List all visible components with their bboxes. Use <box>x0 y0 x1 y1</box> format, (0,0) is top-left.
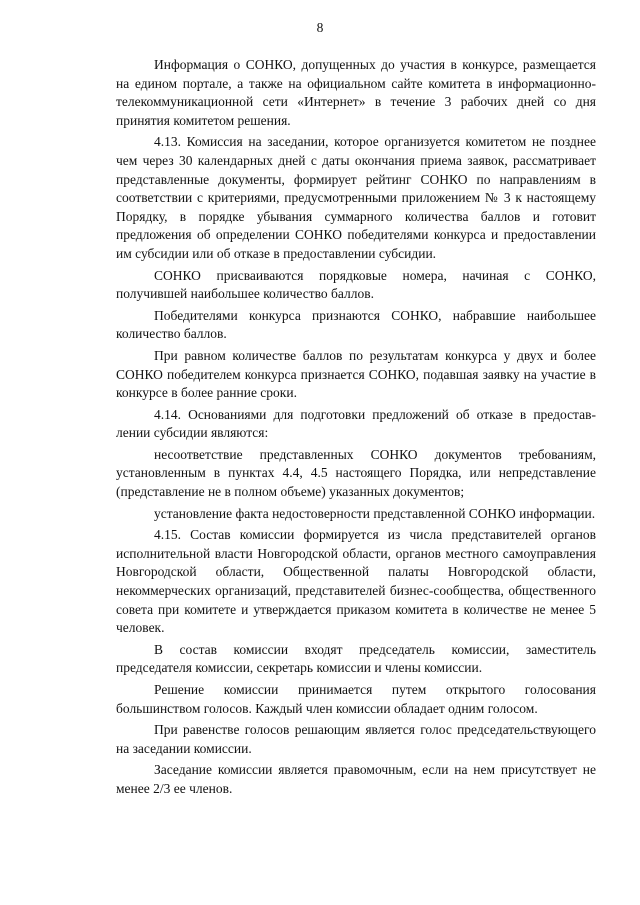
document-body <box>116 56 596 802</box>
paragraph-sequence-numbers: СОНКО присваиваются порядковые номера, начиная с СОНКО, получившей наибольшее количество баллов. <box>116 267 596 302</box>
paragraph-tie-vote: При равенстве голосов решающим является голос председательствующего на заседании комиссии. <box>116 722 596 756</box>
paragraph-winners: Победителями конкурса признаются СОНКО, набравшие наибольшее количество баллов. <box>116 307 596 342</box>
paragraph-info-publication: Информация о СОНКО, допущенных до участия в конкурсе, размещается на едином портале, а также на официальном сайте комитета в информационно-телекоммуникационной сети «Интернет» в течение 3 рабочих дней со дня принятия комитетом решения. <box>116 57 596 128</box>
paragraph-4-15: 4.15. Состав комиссии формируется из числа представителей органов исполнительной власти Новгородской области, органов местного самоуправления Новгородской области, Общественной палаты Новгородской области, некоммерческих организаций, представителей бизнес-сообщества, общественного совета при комитете и утверждается приказом комитета в количестве не менее 5 человек. <box>116 527 596 636</box>
paragraph-noncompliance: несоответствие представленных СОНКО документов требованиям, установленным в пунктах 4.4, 4.5 настоящего Порядка, или непредставление (представление не в полном объеме) указанных документов; <box>116 446 596 500</box>
paragraph-quorum: Заседание комиссии является правомочным, если на нем присутствует не менее 2/3 ее членов. <box>116 762 596 796</box>
paragraph-4-13: 4.13. Комиссия на заседании, которое организуется комитетом не позднее чем через 30 календарных дней с даты окончания приема заявок, рассматривает представленные документы, формирует рейтинг СОНКО по направлениям в соответствии с критериями, предусмотренными приложением № 3 к настоящему Порядку, в порядке убывания суммарного количества баллов и готовит предложения об определении СОНКО победителями конкурса и предоставлении им субсидии или об отказе в предоставлении субсидии. <box>116 134 596 261</box>
paragraph-voting: Решение комиссии принимается путем открытого голосования большинством голосов. Каждый член комиссии обладает одним голосом. <box>116 682 596 716</box>
paragraph-4-14: 4.14. Основаниями для подготовки предложений об отказе в предоставлении субсидии являются: <box>116 406 596 441</box>
paragraph-commission-members: В состав комиссии входят председатель комиссии, заместитель председателя комиссии, секретарь комиссии и члены комиссии. <box>116 641 596 676</box>
paragraph-false-information: установление факта недостоверности представленной СОНКО информации. <box>154 505 596 521</box>
paragraph-equal-scores: При равном количестве баллов по результатам конкурса у двух и более СОНКО победителем конкурса признается СОНКО, подавшая заявку на участие в конкурсе в более ранние сроки. <box>116 347 596 401</box>
page-number: 8 <box>316 20 324 35</box>
